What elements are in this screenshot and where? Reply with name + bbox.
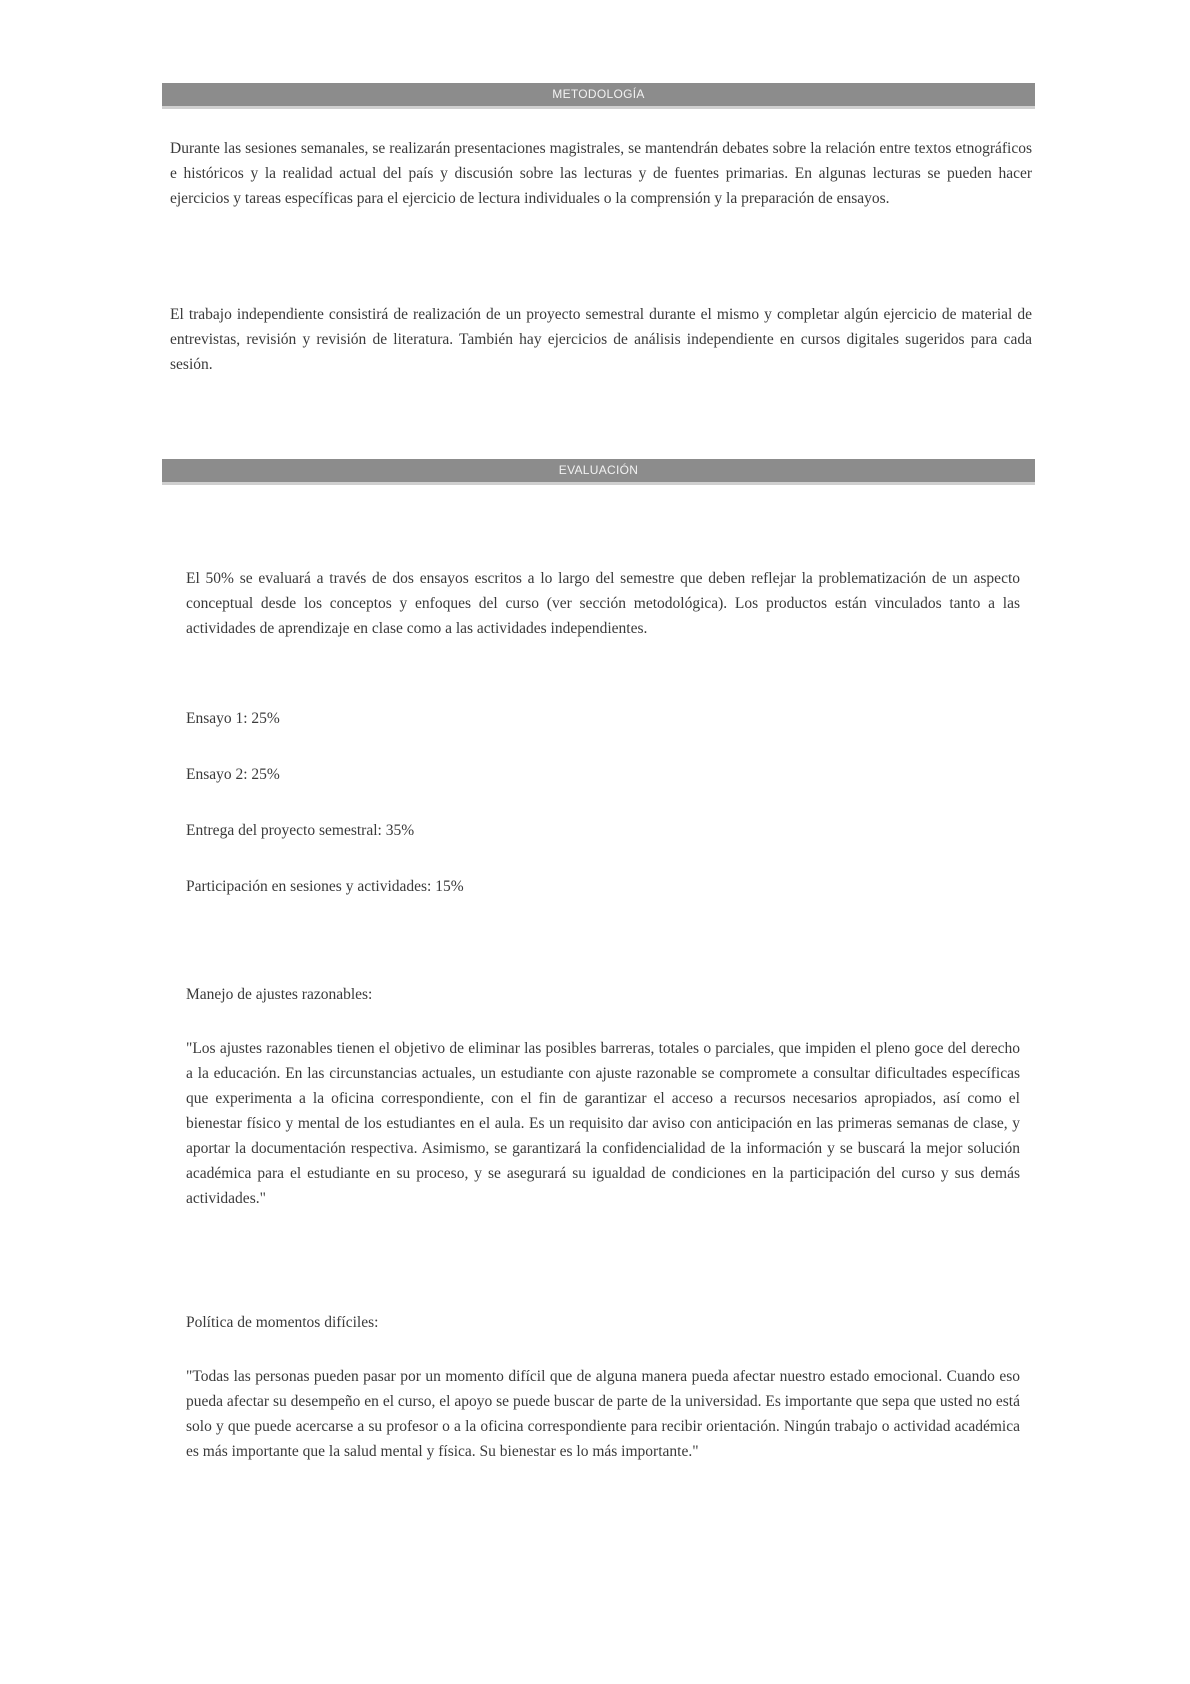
policy-title-difficult-moments: Política de momentos difíciles: <box>186 1314 379 1331</box>
evaluation-intro: El 50% se evaluará a través de dos ensayos escritos a lo largo del semestre que deben reflejar la problematización de un aspecto conceptual desde los conceptos y enfoques del curso (ver sección metodológica). Los productos están vinculados tanto a las actividades de aprendizaje en clase como a las actividades independientes. <box>186 570 1020 637</box>
methodology-paragraph-2: El trabajo independiente consistirá de realización de un proyecto semestral durante el mismo y completar algún ejercicio de material de entrevistas, revisión y revisión de literatura. También hay ejercicios de análisis independiente en cursos digitales sugeridos para cada sesión. <box>170 306 1032 373</box>
section-header-evaluation: EVALUACIÓN <box>162 459 1035 485</box>
policy-title-reasonable-adjustments: Manejo de ajustes razonables: <box>186 986 373 1003</box>
methodology-paragraph-1: Durante las sesiones semanales, se realizarán presentaciones magistrales, se mantendrán debates sobre la relación entre textos etnográficos e históricos y la realidad actual del país y discusión sobre las lecturas y de fuentes primarias. En algunas lecturas se pueden hacer ejercicios y tareas específicas para el ejercicio de lectura individuales o la comprensión y la preparación de ensayos. <box>170 140 1032 207</box>
section-header-methodology: METODOLOGÍA <box>162 83 1035 109</box>
policy-body-difficult-moments: "Todas las personas pueden pasar por un momento difícil que de alguna manera pueda afectar nuestro estado emocional. Cuando eso pueda afectar su desempeño en el curso, el apoyo se puede buscar de parte de la universidad. Es importante que sepa que usted no está solo y que puede acercarse a su profesor o a la oficina correspondiente para recibir orientación. Ningún trabajo o actividad académica es más importante que la salud mental y física. Su bienestar es lo más importante." <box>186 1368 1020 1460</box>
evaluation-item: Entrega del proyecto semestral: 35% <box>186 822 415 839</box>
evaluation-item: Participación en sesiones y actividades: 15% <box>186 878 464 895</box>
evaluation-item: Ensayo 2: 25% <box>186 766 280 783</box>
evaluation-item: Ensayo 1: 25% <box>186 710 280 727</box>
policy-body-reasonable-adjustments: "Los ajustes razonables tienen el objetivo de eliminar las posibles barreras, totales o parciales, que impiden el pleno goce del derecho a la educación. En las circunstancias actuales, un estudiante con ajuste razonable se compromete a consultar dificultades específicas que experimenta a la oficina correspondiente, con el fin de garantizar el acceso a recursos necesarios apropiados, así como el bienestar físico y mental de los estudiantes en el aula. Es un requisito dar aviso con anticipación en las primeras semanas de clase, y aportar la documentación respectiva. Asimismo, se garantizará la confidencialidad de la información y se buscará la mejor solución académica para el estudiante en su proceso, y se asegurará su igualdad de condiciones en la participación del curso y sus demás actividades." <box>186 1040 1020 1207</box>
